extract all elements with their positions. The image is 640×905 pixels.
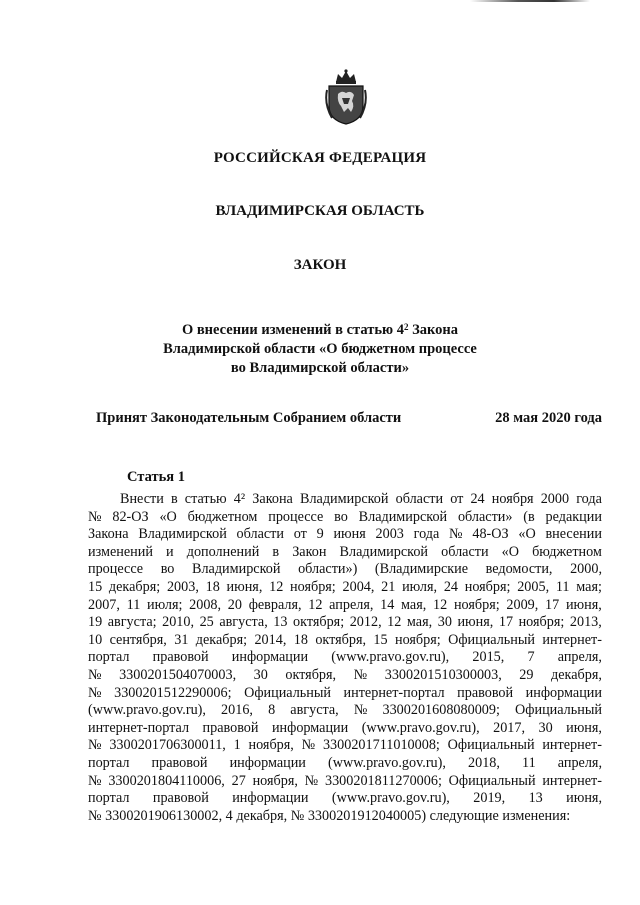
- article-line: № 3300201804110006, 27 ноября, № 3300201811270006; Официальный интернет-: [88, 772, 602, 789]
- article-line: (www.pravo.gov.ru), 2016, 8 августа, № 3300201608080009; Официальный: [88, 702, 602, 719]
- article-heading: Статья 1: [127, 469, 185, 485]
- coat-of-arms-icon: [324, 68, 368, 126]
- article-line: 10 сентября, 31 декабря; 2014, 18 октября, 15 ноября; Официальный интернет-: [88, 631, 602, 648]
- article-line: № 82-ОЗ «О бюджетном процессе во Владимирской области» (в редакции: [88, 508, 602, 525]
- law-title: [0, 321, 640, 378]
- article-line: № 3300201512290006; Официальный интернет-портал правовой информации: [88, 684, 602, 701]
- article-line: портал правовой информации (www.pravo.gov.ru), 2015, 7 апреля,: [88, 649, 602, 666]
- scan-artifact: [470, 0, 590, 2]
- article-line: Закона Владимирской области от 9 июня 2003 года № 48-ОЗ «О внесении: [88, 526, 602, 543]
- article-line: изменений и дополнений в Закон Владимирской области «О бюджетном: [88, 543, 602, 560]
- article-line: портал правовой информации (www.pravo.gov.ru), 2019, 13 июня,: [88, 790, 602, 807]
- region-heading: ВЛАДИМИРСКАЯ ОБЛАСТЬ: [215, 203, 425, 219]
- article-line: 15 декабря; 2003, 18 июня, 12 ноября; 2004, 21 июля, 24 ноября; 2005, 11 мая;: [88, 578, 602, 595]
- country-heading: РОССИЙСКАЯ ФЕДЕРАЦИЯ: [213, 150, 427, 166]
- article-line: процессе во Владимирской области») (Владимирские ведомости, 2000,: [88, 561, 602, 578]
- article-line: № 3300201906130002, 4 декабря, № 3300201912040005) следующие изменения:: [88, 807, 571, 824]
- article-body: [88, 491, 602, 825]
- article-line: № 3300201706300011, 1 ноября, № 3300201711010008; Официальный интернет-: [88, 737, 602, 754]
- article-line: Внести в статью 4² Закона Владимирской области от 24 ноября 2000 года: [120, 491, 602, 507]
- article-line: № 3300201504070003, 30 октября, № 3300201510300003, 29 декабря,: [88, 666, 602, 683]
- adoption-date: 28 мая 2020 года: [495, 410, 602, 426]
- adopted-by: Принят Законодательным Собранием области: [96, 410, 402, 426]
- article-line: 2007, 11 июля; 2008, 20 февраля, 12 апреля, 14 мая, 12 ноября; 2009, 17 июня,: [88, 596, 602, 613]
- article-line: интернет-портал правовой информации (www.pravo.gov.ru), 2017, 30 июня,: [88, 719, 602, 736]
- article-line: портал правовой информации (www.pravo.gov.ru), 2018, 11 апреля,: [88, 754, 602, 771]
- law-title-line-3: во Владимирской области»: [230, 360, 410, 376]
- law-title-line-1: О внесении изменений в статью $4^2$ Закона: [181, 322, 459, 338]
- article-line: 19 августа; 2010, 25 августа, 13 октября; 2012, 12 мая, 30 июня, 17 ноября; 2013,: [88, 614, 602, 631]
- law-title-line-2: Владимирской области «О бюджетном процессе: [163, 341, 477, 357]
- adoption-line: [96, 410, 602, 427]
- doc-type-heading: ЗАКОН: [293, 257, 347, 273]
